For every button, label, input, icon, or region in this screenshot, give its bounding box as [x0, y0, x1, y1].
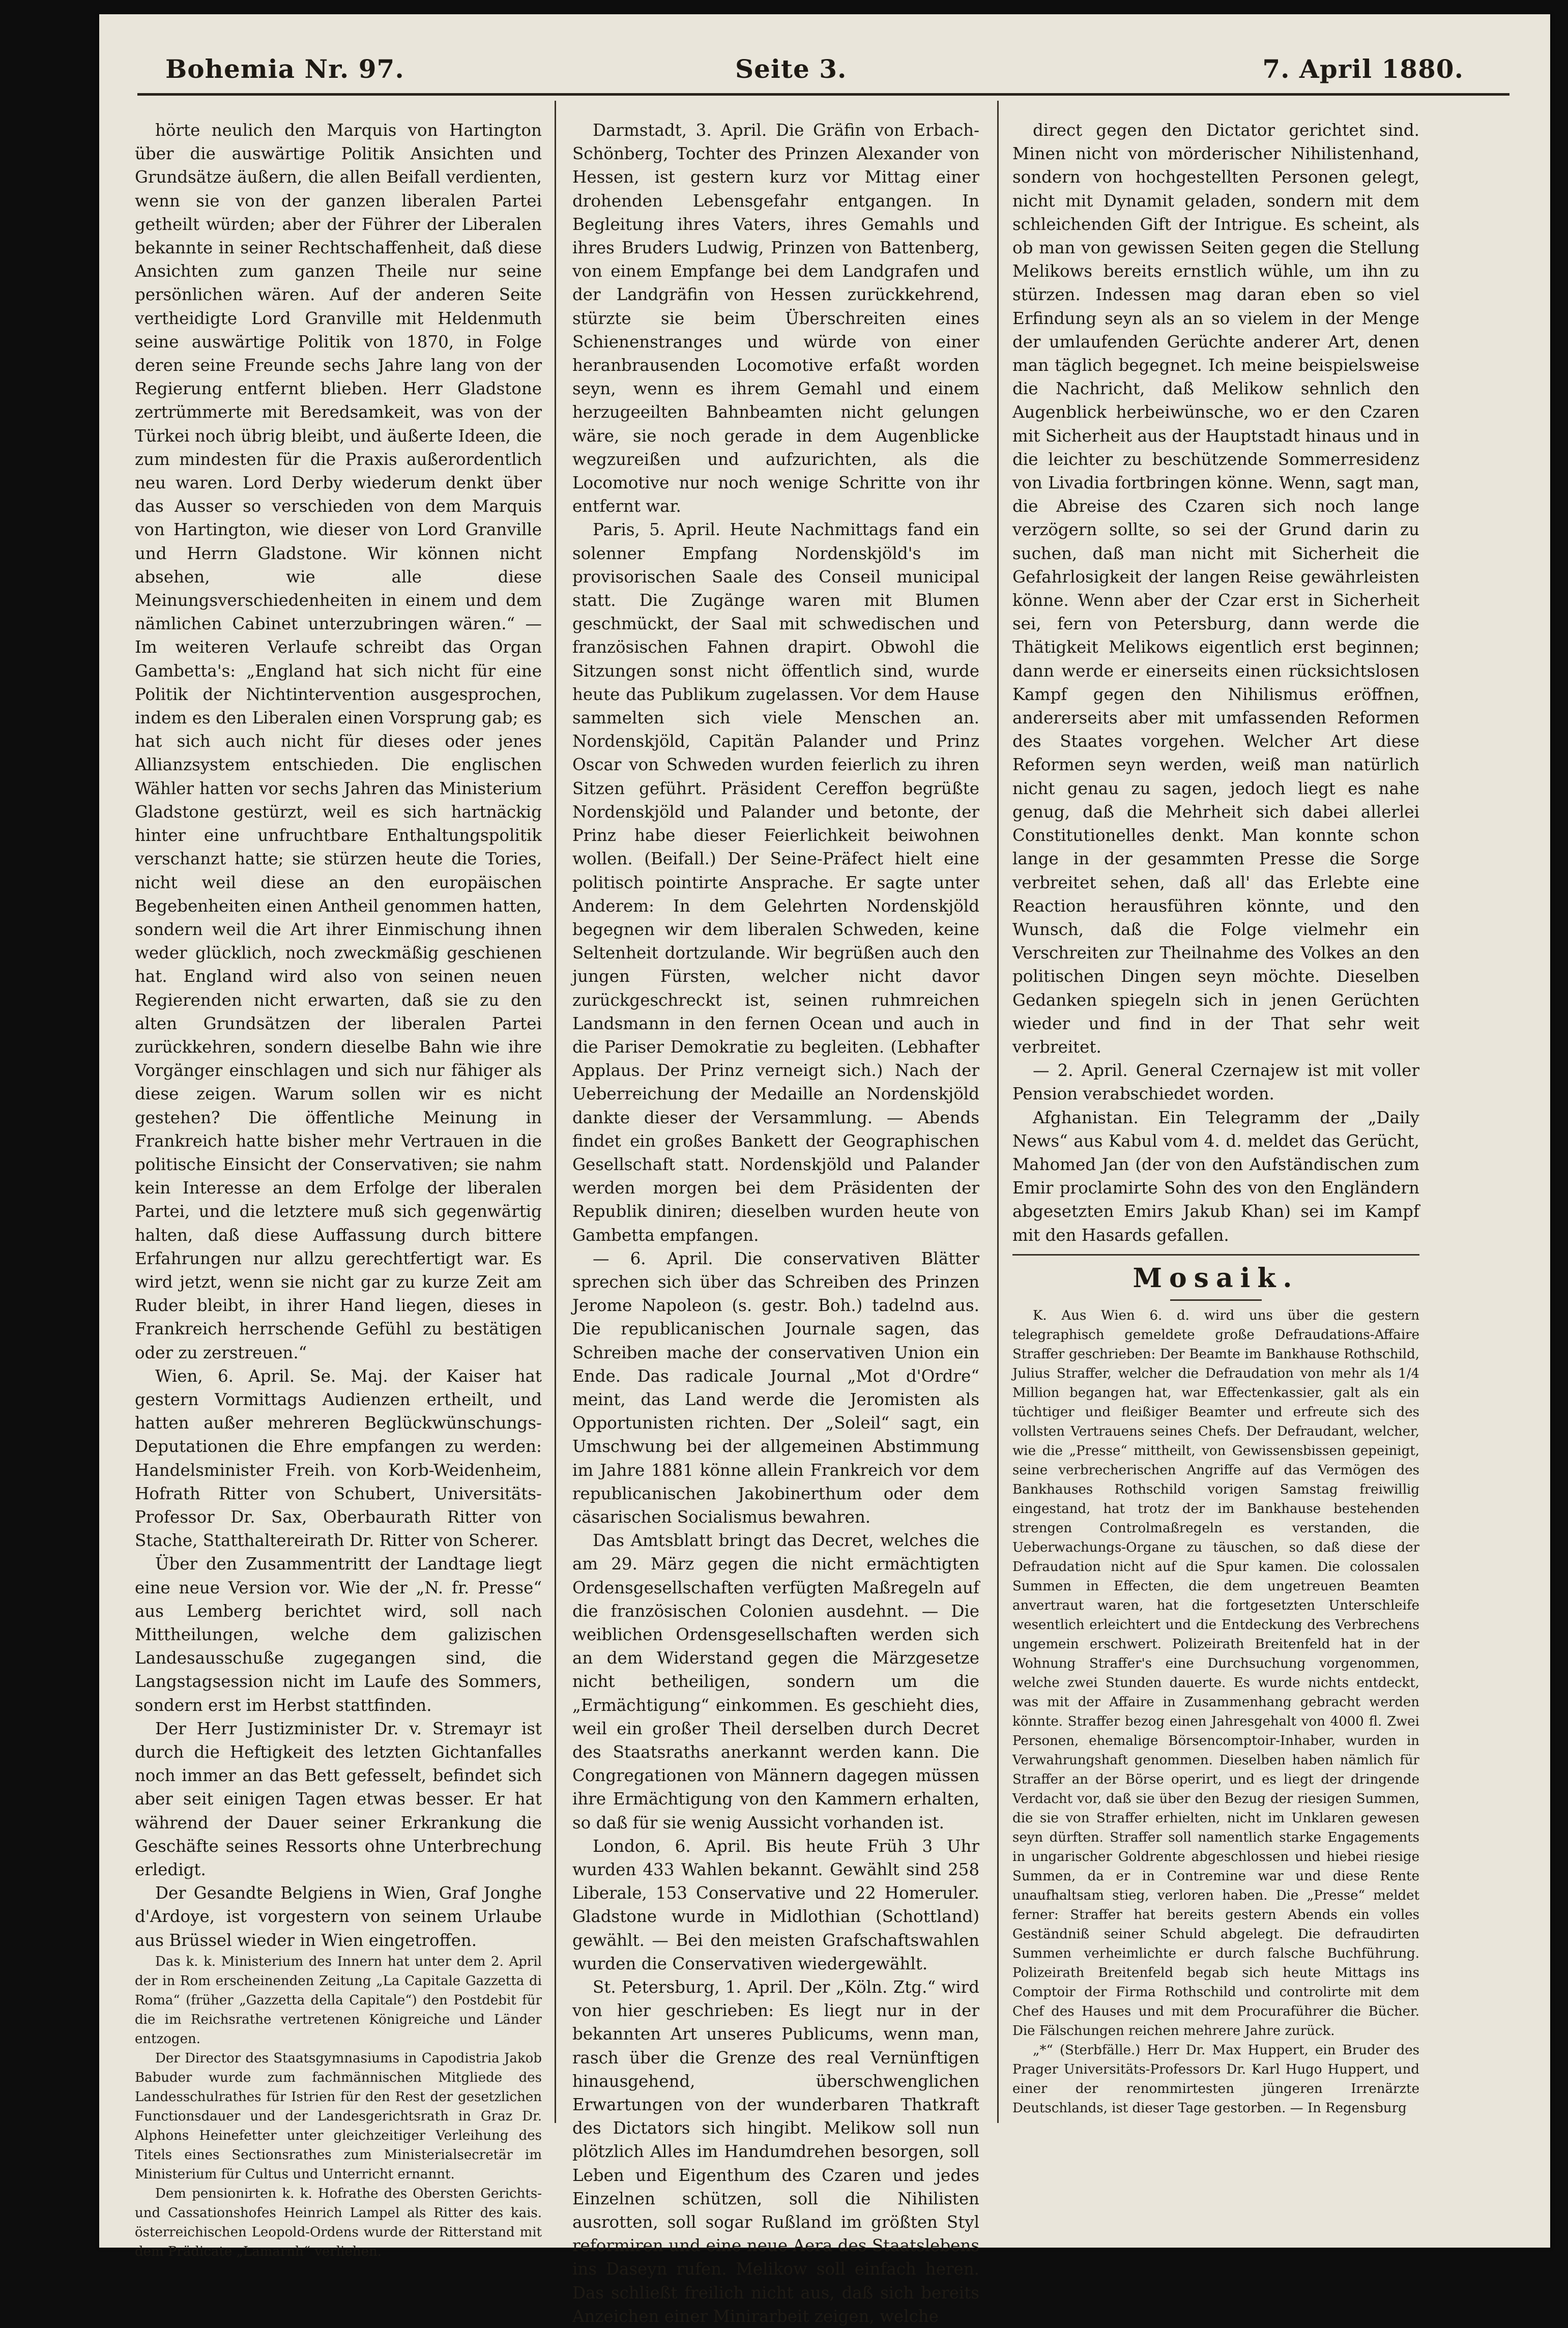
article-paris: Paris, 5. April. Heute Nachmittags fand ein solenner Empfang Nordenskjöld's im provisorischen Saale des Conseil municipal statt. Die Zugänge waren mit Blumen geschmückt, der Saal mit schwedischen und französischen Fahnen drapirt. Obwohl die Sitzungen sonst nicht öffentlich sind, wurde heute das Publikum zugelassen. Vor dem Hause sammelten sich viele Menschen an. Nordenskjöld, Capitän Palander und Prinz Oscar von Schweden wurden feierlich zu ihren Sitzen geführt. Präsident Cereffon begrüßte Nordenskjöld und Palander und betonte, der Prinz habe dieser Feierlichkeit beiwohnen wollen. (Beifall.) Der Seine-Präfect hielt eine politisch pointirte Ansprache. Er sagte unter Anderem: In dem Gelehrten Nordenskjöld begegnen wir dem liberalen Schweden, keine Seltenheit dortzulande. Wir begrüßen auch den jungen Fürsten, welcher nicht davor zurückgeschreckt ist, seinen ruhmreichen Landsmann in den fernen Ocean und auch in die Pariser Demokratie zu begleiten. (Lebhafter Applaus. Der Prinz verneigt sich.) Nach der Ueberreichung der Medaille an Nordenskjöld dankte dieser der Versammlung. — Abends findet ein großes Bankett der Geographischen Gesellschaft statt. Nordenskjöld und Palander werden morgen bei dem Präsidenten der Republik diniren; dieselben wurden heute von Gambetta empfangen. — [572, 520, 979, 1245]
article-darmstadt: Darmstadt, 3. April. Die Gräfin von Erbach-Schönberg, Tochter des Prinzen Alexander von Hessen, ist gestern kurz vor Mittag einer drohenden Lebensgefahr entgangen. In Begleitung ihres Vaters, ihres Gemahls und ihres Bruders Ludwig, Prinzen von Battenberg, von einem Empfange bei dem Landgrafen und der Landgräfin von Hessen zurückkehrend, stürzte sie beim Überschreiten eines Schienenstranges und würde von einer heranbrausenden Locomotive erfaßt worden seyn, wenn es ihrem Gemahl und einem herzugeeilten Bahnbeamten nicht gelungen wäre, sie noch gerade in dem Augenblicke wegzureißen und aufzurichten, als die Locomotive nur noch wenige Schritte von ihr entfernt war. — [572, 121, 979, 516]
article-paragraph: — 6. April. Die conservativen Blätter sprechen sich über das Schreiben des Prinzen Jerome Napoleon (s. gestr. Boh.) tadelnd aus. Die republicanischen Journale sagen, das Schreiben mache der conservativen Union ein Ende. Das radicale Journal „Mot d'Ordre“ meint, das Land werde die Jeromisten als Opportunisten richten. Der „Soleil“ sagt, ein Umschwung bei der allgemeinen Abstimmung im Jahre 1881 könne allein Frankreich vor dem republicanischen Jakobinerthum oder dem cäsarischen Socialismus bewahren. — [572, 1248, 979, 1527]
section-rule — [1170, 1299, 1262, 1301]
article-st-petersburg: St. Petersburg, 1. April. Der „Köln. Ztg.“ wird von hier geschrieben: Es liegt nur in der bekannten Art unseres Publicums, wenn man, rasch über die Grenze des real Vernünftigen hinausgehend, überschwenglichen Erwartungen von der wunderbaren Thatkraft des Dictators sich hingibt. Melikow soll nun plötzlich Alles im Handumdrehen besorgen, soll Leben und Eigenthum des Czaren und jedes Einzelnen schützen, soll die Nihilisten ausrotten, soll sogar Rußland im größten Styl reformiren und eine neue Aera des Staatslebens ins Daseyn rufen. Melikow soll einfach heren. Das schließt freilich nicht aus, daß sich bereits Anzeichen einer Minirarbeit zeigen, welche — [572, 1977, 979, 2326]
article-wien: Wien, 6. April. Se. Maj. der Kaiser hat gestern Vormittags Audienzen ertheilt, und hatten außer mehreren Beglückwünschungs-Deputationen die Ehre empfangen zu werden: Handelsminister Freih. von Korb-Weidenheim, Hofrath Ritter von Schubert, Universitäts-Professor Dr. Sax, Oberbaurath Ritter von Stache, Statthaltereirath Dr. Ritter von Scherer. — [135, 1366, 542, 1551]
column-separator — [555, 101, 556, 2123]
article-paragraph: Der Herr Justizminister Dr. v. Stremayr ist durch die Heftigkeit des letzten Gichtanfalles noch immer an das Bett gefesselt, befindet sich aber seit einigen Tagen etwas besser. Er hat während der Dauer seiner Erkrankung die Geschäfte seines Ressorts ohne Unterbrechung erledigt. — [135, 1719, 542, 1880]
article-paragraph: Der Gesandte Belgiens in Wien, Graf Jonghe d'Ardoye, ist vorgestern von seinem Urlaube aus Brüssel wieder in Wien eingetroffen. — [135, 1883, 542, 1950]
article-paragraph: Das Amtsblatt bringt das Decret, welches die am 29. März gegen die nicht ermächtigten Ordensgesellschaften verfügten Maßregeln auf die französischen Colonien ausdehnt. — Die weiblichen Ordensgesellschaften werden sich an dem Widerstand gegen die Märzgesetze nicht betheiligen, sondern um die „Ermächtigung“ einkommen. Es geschieht dies, weil ein großer Theil derselben durch Decret des Staatsraths anerkannt werden kann. Die Congregationen von Männern dagegen müssen ihre Ermächtigung von den Kammern erhalten, so daß für sie wenig Aussicht vorhanden ist. — [572, 1531, 979, 1832]
newspaper-page — [99, 14, 1550, 2326]
column-3 — [1012, 119, 1419, 2118]
column-separator — [997, 101, 999, 2123]
notice-paragraph: Dem pensionirten k. k. Hofrathe des Obersten Gerichts- und Cassationshofes Heinrich Lampel als Ritter des kais. österreichischen Leopold-Ordens wurde der Ritterstand mit dem Prädicate „Lamarnh“ verliehen. — [135, 2186, 542, 2259]
article-mosaik-wien: K. Aus Wien 6. d. wird uns über die gestern telegraphisch gemeldete große Defraudations-Affaire Straffer geschrieben: Der Beamte im Bankhause Rothschild, Julius Straffer, welcher die Defraudation von mehr als 1/4 Million begangen hat, war Effectenkassier, galt als ein tüchtiger und fleißiger Beamter und erfreute sich des vollsten Vertrauens seines Chefs. Der Defraudant, welcher, wie die „Presse“ mittheilt, von Gewissensbissen gepeinigt, seine verbrecherischen Angriffe auf das Vermögen des Bankhauses Rothschild vorigen Samstag freiwillig eingestand, hat trotz der im Bankhause bestehenden strengen Controlmaßregeln es verstanden, die Ueberwachungs-Organe zu täuschen, so daß diese der Defraudation nicht auf die Spur kamen. Die colossalen Summen in Effecten, die dem ungetreuen Beamten anvertraut waren, hat die fortgesetzten Unterschleife wesentlich erleichtert und die Entdeckung des Verbrechens ungemein erschwert. Polizeirath Breitenfeld hat in der Wohnung Straffer's eine Durchsuchung vorgenommen, welche zwei Stunden dauerte. Es wurde nichts entdeckt, was mit der Affaire in Zusammenhang gebracht werden könnte. Straffer bezog einen Jahresgehalt von 4000 fl. Zwei Personen, ehemalige Börsencomptoir-Inhaber, wurden in Verwahrungshaft genommen. Dieselben haben nämlich für Straffer an der Börse operirt, und es liegt der dringende Verdacht vor, daß sie über den Bezug der riesigen Summen, die sie von Straffer erhielten, nicht im Unklaren gewesen seyn dürften. Straffer soll namentlich starke Engagements in ungarischer Goldrente abgeschlossen und hiebei riesige Summen, da er in Contremine war und diese Rente unaufhaltsam stieg, verloren haben. Die „Presse“ meldet ferner: Straffer hat bereits gestern Abends ein volles Geständniß seiner Schuld abgelegt. Die defraudirten Summen verheimlichte er durch falsche Buchführung. Polizeirath Breitenfeld begab sich heute Mittags ins Comptoir der Firma Rothschild und controlirte mit dem Chef des Hauses und mit dem Procuraführer die Bücher. Die Fälschungen reichen mehrere Jahre zurück. — [1012, 1307, 1419, 2039]
article-paragraph: direct gegen den Dictator gerichtet sind. Minen nicht von mörderischer Nihilistenhand, sondern von hochgestellten Personen gelegt, nicht mit Dynamit geladen, sondern mit dem schleichenden Gift der Intrigue. Es scheint, als ob man von gewissen Seiten gegen die Stellung Melikows bereits ernstlich wühle, um ihn zu stürzen. Indessen mag daran eben so viel Erfindung seyn als an so vielem in der Menge der umlaufenden Gerüchte anderer Art, denen man täglich begegnet. Ich meine beispielsweise die Nachricht, daß Melikow sehnlich den Augenblick herbeiwünsche, wo er den Czaren mit Sicherheit aus der Hauptstadt hinaus und in die leichter zu beschützende Sommerresidenz von Livadia fortbringen könne. Wenn, sagt man, die Abreise des Czaren sich noch lange verzögern sollte, so sei der Grund darin zu suchen, daß man nicht mit Sicherheit die Gefahrlosigkeit der langen Reise gewährleisten könne. Wenn aber der Czar erst in Sicherheit sei, fern von Petersburg, dann werde die Thätigkeit Melikows eigentlich erst beginnen; dann werde er einerseits einen rücksichtslosen Kampf gegen den Nihilismus eröffnen, andererseits aber mit umfassenden Reformen des Staates vorgehen. Welcher Art diese Reformen seyn werden, weiß man natürlich nicht genau zu sagen, jedoch liegt es nahe genug, daß die Mehrheit sich dabei allerlei Constitutionelles denkt. Man konnte schon lange in der gesammten Presse die Sorge verbreitet sehen, daß all' das Erlebte eine Reaction herausführen könnte, und den Wunsch, daß die Folge vielmehr ein Verschreiten zur Theilnahme des Volkes an den politischen Dingen seyn möchte. Dieselben Gedanken spiegeln sich in jenen Gerüchten wieder und find in der That sehr weit verbreitet. — [1012, 121, 1419, 1057]
article-afghanistan: Afghanistan. Ein Telegramm der „Daily News“ aus Kabul vom 4. d. meldet das Gerücht, Mahomed Jan (der von den Aufständischen zum Emir proclamirte Sohn des von den Engländern abgesetzten Emirs Jakub Khan) sei im Kampf mit den Hasards gefallen. — [1012, 1108, 1419, 1245]
article-paragraph: — 2. April. General Czernajew ist mit voller Pension verabschiedet worden. — [1012, 1061, 1419, 1104]
page-header — [99, 14, 1550, 93]
article-paragraph: hörte neulich den Marquis von Hartington über die auswärtige Politik Ansichten und Grundsätze äußern, die allen Beifall verdienten, wenn sie von der ganzen liberalen Partei getheilt würden; aber der Führer der Liberalen bekannte in seiner Rechtschaffenheit, daß diese Ansichten zum ganzen Theile nur seine persönlichen wären. Auf der anderen Seite vertheidigte Lord Granville mit Heldenmuth seine auswärtige Politik von 1870, in Folge deren seine Freunde sechs Jahre lang von der Regierung entfernt blieben. Herr Gladstone zertrümmerte mit Beredsamkeit, was von der Türkei noch übrig bleibt, und äußerte Ideen, die zum mindesten für die Praxis außerordentlich neu waren. Lord Derby wiederum denkt über das Ausser so verschieden von dem Marquis von Hartington, wie dieser von Lord Granville und Herrn Gladstone. Wir können nicht absehen, wie alle diese Meinungsverschiedenheiten in einem und dem nämlichen Cabinet unterzubringen wären.“ — Im weiteren Verlaufe schreibt das Organ Gambetta's: „England hat sich nicht für eine Politik der Nichtintervention ausgesprochen, indem es den Liberalen einen Vorsprung gab; es hat sich auch nicht für dieses oder jenes Allianzsystem entschieden. Die englischen Wähler hatten vor sechs Jahren das Ministerium Gladstone gestürzt, weil es sich hartnäckig hinter eine unfruchtbare Enthaltungspolitik verschanzt hatte; sie stürzen heute die Tories, nicht weil diese an den europäischen Begebenheiten einen Antheil genommen hatten, sondern weil die Art ihrer Einmischung ihnen weder glücklich, noch zweckmäßig geschienen hat. England wird also von seinen neuen Regierenden nicht erwarten, daß sie zu den alten Grundsätzen der liberalen Partei zurückkehren, sondern dieselbe Bahn wie ihre Vorgänger einschlagen und sich nur fähiger als diese zeigen. Warum sollen wir es nicht gestehen? Die öffentliche Meinung in Frankreich hatte bisher mehr Vertrauen in die politische Einsicht der Conservativen; sie nahm kein Interesse an dem Erfolge der liberalen Partei, und die letztere muß sich gegenwärtig halten, daß diese Auffassung durch bittere Erfahrungen nur allzu gerechtfertigt war. Es wird jetzt, wenn sie nicht gar zu kurze Zeit am Ruder bleibt, in ihrer Hand liegen, dieses in Frankreich herrschende Gefühl zu bestätigen oder zu zerstreuen.“ — [135, 121, 542, 1362]
article-paragraph: Über den Zusammentritt der Landtage liegt eine neue Version vor. Wie der „N. fr. Presse“ aus Lemberg berichtet wird, soll nach Mittheilungen, welche dem galizischen Landesausschuße zugegangen sind, die Langstagsession nicht im Laufe des Sommers, sondern erst im Herbst stattfinden. — [135, 1554, 542, 1715]
article-london: London, 6. April. Bis heute Früh 3 Uhr wurden 433 Wahlen bekannt. Gewählt sind 258 Liberale, 153 Conservative und 22 Homeruler. Gladstone wurde in Midlothian (Schottland) gewählt. — Bei den meisten Grafschaftswahlen wurden die Conservativen wiedergewählt. — [572, 1836, 979, 1973]
column-1 — [135, 119, 542, 2259]
header-date: 7. April 1880. — [1262, 54, 1464, 84]
header-issue: Bohemia Nr. 97. — [165, 54, 404, 84]
section-heading-mosaik: Mosaik. — [1133, 1262, 1299, 1294]
header-rule — [137, 93, 1509, 96]
section-rule — [1012, 1254, 1419, 1256]
notice-paragraph: Das k. k. Ministerium des Innern hat unter dem 2. April der in Rom erscheinenden Zeitung „La Capitale Gazzetta di Roma“ (früher „Gazzetta della Capitale“) den Postdebit für die im Reichsrathe vertretenen Königreiche und Länder entzogen. — [135, 1954, 542, 2047]
article-sterbfaelle: „*“ (Sterbfälle.) Herr Dr. Max Huppert, ein Bruder des Prager Universitäts-Professors Dr. Karl Hugo Huppert, und einer der renommirtesten jüngeren Irrenärzte Deutschlands, ist dieser Tage gestorben. — In Regensburg — [1012, 2042, 1419, 2116]
header-page-number: Seite 3. — [735, 54, 847, 84]
notice-paragraph: Der Director des Staatsgymnasiums in Capodistria Jakob Babuder wurde zum fachmännischen Mitgliede des Landesschulrathes für Istrien für den Rest der gesetzlichen Functionsdauer und der Landesgerichtsrath in Graz Dr. Alphons Heinefetter unter gleichzeitiger Verleihung des Titels eines Sectionsrathes zum Ministerialsecretär im Ministerium für Cultus und Unterricht ernannt. — [135, 2050, 542, 2182]
column-2 — [572, 119, 979, 2326]
